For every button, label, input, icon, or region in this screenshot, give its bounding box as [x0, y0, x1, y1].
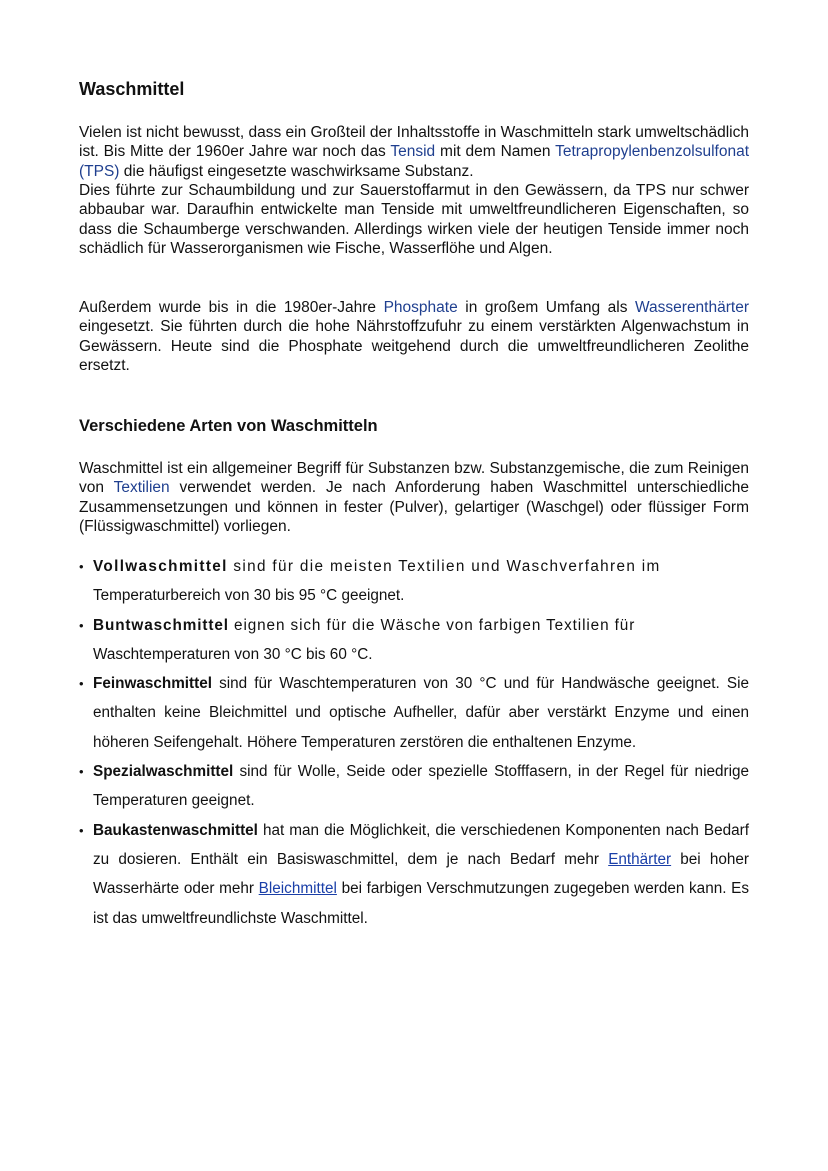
list-item-term: Vollwaschmittel [93, 558, 228, 575]
list-item-term: Baukastenwaschmittel [93, 821, 258, 839]
list-item-text: bei hoher Wasserhärte oder mehr [93, 850, 749, 898]
paragraph-tps-effects: Dies führte zur Schaumbildung und zur Sauerstoffarmut in den Gewässern, da TPS nur schwer abbaubar war. Daraufhin entwickelte man Tenside mit umweltfreundlicheren Eigenschaften, so dass die Schaumberge verschwanden. Allerdings wirken viele der heutigen Tenside immer noch schädlich für Wasserorganismen wie Fische, Wasserflöhe und Algen. [79, 182, 749, 258]
detergent-types-list [79, 552, 749, 933]
list-item-term: Buntwaschmittel [93, 616, 229, 634]
list-item-first-line [93, 558, 661, 575]
list-item-term: Feinwaschmittel [93, 675, 213, 693]
list-item-text: hat man die Möglichkeit, die verschiedenen Komponenten nach Bedarf zu dosieren. Enthält ein Basiswaschmittel, dem je nach Bedarf mehr [93, 821, 749, 868]
list-item [79, 552, 749, 611]
link-enthaerter[interactable]: Enthärter [608, 850, 672, 868]
list-item [79, 816, 749, 933]
paragraph-text: mit dem Namen [435, 143, 556, 161]
list-item [79, 757, 749, 816]
paragraph-text: verwendet werden. Je nach Anforderung haben Waschmittel unterschiedliche Zusammensetzungen und können in fester (Pulver), gelartiger (Waschgel) oder flüssiger Form (Flüssigwaschmittel) vorliegen. [79, 479, 749, 536]
list-item-first-line [93, 617, 635, 634]
list-item-text: sind für Waschtemperaturen von 30 °C und für Handwäsche geeignet. Sie enthalten keine Bleichmittel und optische Aufheller, dafür aber verstärkt Enzyme und einen höheren Seifengehalt. Höhere Temperaturen zerstören die enthaltenen Enzyme. [93, 675, 749, 751]
list-item-text: Temperaturbereich von 30 bis 95 °C geeignet. [93, 587, 405, 605]
list-item-term: Spezialwaschmittel [93, 763, 234, 781]
paragraph-text: eingesetzt. Sie führten durch die hohe Nährstoffzufuhr zu einem verstärkten Algenwachstum in Gewässern. Heute sind die Phosphate weitgehend durch die umweltfreundlicheren Zeolithe ersetzt. [79, 318, 749, 375]
page-title: Waschmittel [79, 79, 185, 99]
link-tps[interactable]: Tetrapropylenbenzolsulfonat (TPS) [79, 143, 750, 180]
list-item [79, 611, 749, 670]
link-phosphate[interactable]: Phosphate [383, 299, 458, 316]
section-heading: Verschiedene Arten von Waschmitteln [79, 417, 378, 435]
link-wasserenthaerter[interactable]: Wasserenthärter [634, 299, 749, 316]
paragraph-text: Außerdem wurde bis in die 1980er-Jahre [79, 299, 384, 316]
link-textilien[interactable]: Textilien [113, 479, 170, 497]
list-item-text: sind für Wolle, Seide oder spezielle Stofffasern, in der Regel für niedrige Temperaturen geeignet. [93, 763, 749, 810]
paragraph-text: Vielen ist nicht bewusst, dass ein Großteil der Inhaltsstoffe in Waschmitteln stark umweltschädlich ist. Bis Mitte der 1960er Jahre war noch das [79, 124, 749, 161]
paragraph-text: Waschmittel ist ein allgemeiner Begriff für Substanzen bzw. Substanzgemische, die zum Reinigen von [79, 460, 749, 497]
paragraph-phosphate [79, 298, 749, 376]
paragraph-text: in großem Umfang als [457, 299, 635, 316]
list-item [79, 669, 749, 757]
paragraph-definition [79, 459, 749, 537]
paragraph-tps-intro [79, 123, 749, 181]
list-item-text: eignen sich für die Wäsche von farbigen Textilien für [228, 616, 636, 634]
link-tensid[interactable]: Tensid [390, 143, 436, 161]
list-item-text: sind für die meisten Textilien und Waschverfahren im [227, 558, 661, 575]
link-bleichmittel[interactable]: Bleichmittel [258, 880, 337, 898]
list-item-text: bei farbigen Verschmutzungen zugegeben werden kann. Es ist das umweltfreundlichste Waschmittel. [93, 880, 749, 927]
paragraph-text: die häufigst eingesetzte waschwirksame Substanz. [119, 162, 474, 180]
list-item-text: Waschtemperaturen von 30 °C bis 60 °C. [93, 645, 373, 663]
